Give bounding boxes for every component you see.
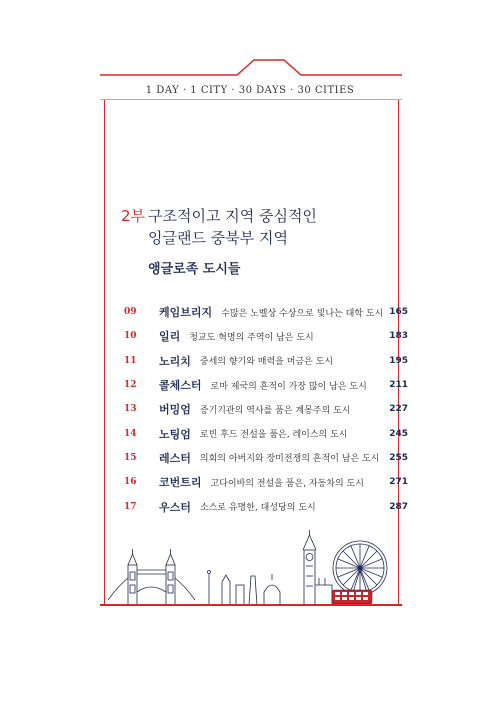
chapter-description: 중세의 향기와 매력을 머금은 도시 (199, 357, 334, 368)
toc-row[interactable] (124, 349, 408, 373)
chapter-page: 245 (389, 428, 408, 439)
part-title (148, 205, 317, 249)
bottom-border (100, 604, 402, 606)
london-skyline-icon (104, 530, 399, 605)
chapter-description: 수많은 노벨상 수상으로 빛나는 대학 도시 (221, 308, 384, 319)
toc-row[interactable] (124, 446, 408, 470)
chapter-description: 증기기관의 역사를 품은 계몽주의 도시 (199, 405, 351, 416)
chapter-city: 버밍엄 (159, 403, 191, 417)
chapter-page: 287 (389, 501, 408, 512)
chapter-number: 16 (124, 477, 137, 488)
chapter-page: 195 (389, 355, 408, 366)
toc-row[interactable] (124, 494, 408, 518)
chapter-city: 케임브리지 (159, 306, 213, 320)
part-title-line1: 구조적이고 지역 중심적인 (148, 207, 317, 225)
part-title-line2: 잉글랜드 중북부 지역 (148, 229, 288, 247)
chapter-number: 09 (124, 307, 137, 318)
chapter-page: 255 (389, 452, 408, 463)
chapter-city: 노팅엄 (159, 427, 191, 441)
chapter-page: 271 (389, 477, 408, 488)
chapter-number: 13 (124, 404, 137, 415)
chapter-page: 227 (389, 404, 408, 415)
chapter-city: 우스터 (159, 500, 191, 514)
toc-row[interactable] (124, 421, 408, 445)
chapter-description: 청교도 혁명의 주역이 남은 도시 (189, 332, 314, 343)
chapter-description: 로마 제국의 흔적이 가장 많이 남은 도시 (210, 381, 367, 392)
chapter-page: 183 (389, 331, 408, 342)
part-number: 2부 (121, 207, 146, 225)
toc-row[interactable] (124, 470, 408, 494)
chapter-description: 의회의 아버지와 장미전쟁의 흔적이 남은 도시 (199, 454, 380, 465)
chapter-description: 고다이바의 전설을 품은, 자동차의 도시 (210, 478, 364, 489)
chapter-page: 165 (389, 307, 408, 318)
chapter-city: 노리치 (159, 354, 191, 368)
chapter-city: 코번트리 (159, 476, 202, 490)
toc-row[interactable] (124, 324, 408, 348)
chapter-description: 로빈 후드 전설을 품은, 레이스의 도시 (199, 430, 348, 441)
chapter-number: 14 (124, 428, 137, 439)
chapter-number: 15 (124, 452, 137, 463)
chapter-page: 211 (389, 380, 408, 391)
chapter-number: 10 (124, 331, 137, 342)
toc-row[interactable] (124, 373, 408, 397)
part-subtitle: 앵글로족 도시들 (148, 262, 241, 277)
chapter-city: 콜체스터 (159, 379, 202, 393)
chapter-number: 17 (124, 501, 137, 512)
chapter-city: 일리 (159, 330, 181, 344)
series-subtitle: 1 DAY · 1 CITY · 30 DAYS · 30 CITIES (145, 85, 355, 96)
toc-row[interactable] (124, 300, 408, 324)
chapter-city: 레스터 (159, 451, 191, 465)
table-of-contents (124, 300, 408, 519)
chapter-description: 소스로 유명한, 대성당의 도시 (199, 503, 316, 514)
chapter-number: 11 (124, 355, 137, 366)
toc-row[interactable] (124, 397, 408, 421)
chapter-number: 12 (124, 380, 137, 391)
